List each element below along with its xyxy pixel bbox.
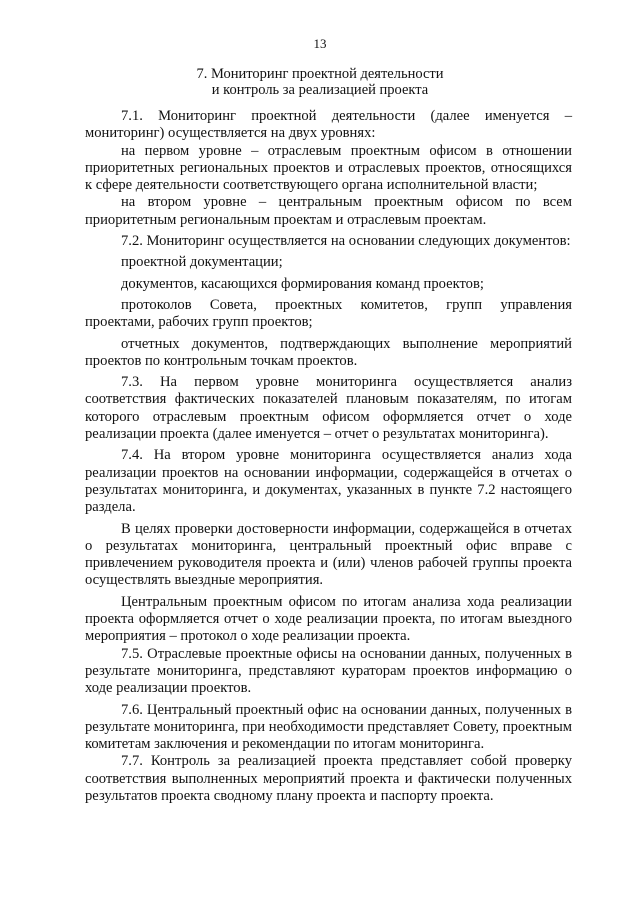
section-title <box>0 66 640 98</box>
section-title-line-2: и контроль за реализацией проекта <box>211 82 429 98</box>
paragraph-7-3: 7.3. На первом уровне мониторинга осуществляется анализ соответствия фактических показателей плановым показателям, по итогам которого отраслевым проектным офисом оформляется отчет о ходе реализации проекта (далее именуется – отчет о результатах мониторинга). <box>85 374 572 443</box>
paragraph-7-6: 7.6. Центральный проектный офис на основании данных, полученных в результате мониторинга, при необходимости представляет Совету, проектным комитетам заключения и рекомендации по итогам мониторинга. <box>85 701 572 753</box>
paragraph-central-office-report: Центральным проектным офисом по итогам анализа хода реализации проекта оформляется отчет о ходе реализации проекта, по итогам выездного мероприятия – протокол о ходе реализации проекта. <box>85 593 572 645</box>
paragraph-level-two: на втором уровне – центральным проектным офисом по всем приоритетным региональным проектам и отраслевым проектам. <box>85 194 572 228</box>
paragraph-7-7: 7.7. Контроль за реализацией проекта представляет собой проверку соответствия выполненных мероприятий проекта и фактически полученных результатов проекта сводному плану проекта и паспорту проекта. <box>85 753 572 804</box>
paragraph-7-2: 7.2. Мониторинг осуществляется на основании следующих документов: <box>121 233 571 250</box>
paragraph-verification: В целях проверки достоверности информации, содержащейся в отчетах о результатах мониторинга, центральный проектный офис вправе с привлечением руководителя проекта и (или) членов рабочей группы проекта осуществлять выездные мероприятия. <box>85 520 572 589</box>
paragraph-7-1: 7.1. Мониторинг проектной деятельности (далее именуется – мониторинг) осуществляется на двух уровнях: <box>85 108 572 142</box>
section-title-line-1: 7. Мониторинг проектной деятельности <box>196 66 444 82</box>
paragraph-level-one: на первом уровне – отраслевым проектным офисом в отношении приоритетных региональных проектов и отраслевых проектов, относящихся к сфере деятельности соответствующего органа исполнительной власти; <box>85 142 572 194</box>
paragraph-7-4: 7.4. На втором уровне мониторинга осуществляется анализ хода реализации проектов на основании информации, содержащейся в отчетах о результатах мониторинга, и документах, указанных в пункте 7.2 настоящего раздела. <box>85 447 572 516</box>
list-item-reports: отчетных документов, подтверждающих выполнение мероприятий проектов по контрольным точкам проектов. <box>85 335 572 369</box>
page-number: 13 <box>313 36 327 51</box>
list-item-project-docs: проектной документации; <box>121 254 283 271</box>
list-item-team-docs: документов, касающихся формирования команд проектов; <box>121 275 484 292</box>
document-body <box>85 108 572 805</box>
paragraph-7-5: 7.5. Отраслевые проектные офисы на основании данных, полученных в результате мониторинга, представляют кураторам проектов информацию о ходе реализации проектов. <box>85 645 572 697</box>
list-item-protocols: протоколов Совета, проектных комитетов, групп управления проектами, рабочих групп проектов; <box>85 296 572 331</box>
